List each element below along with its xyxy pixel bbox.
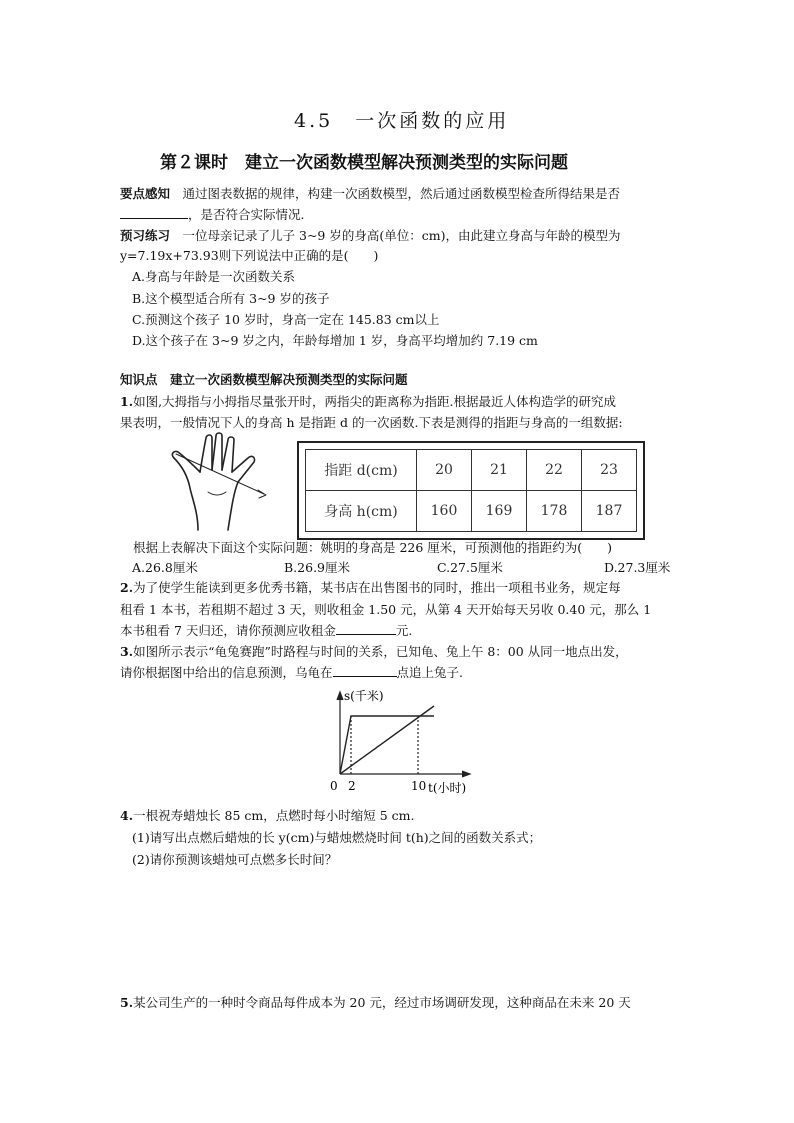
row-header-height: 身高 h(cm) <box>306 491 417 532</box>
hand-illustration <box>168 432 276 532</box>
graph-xlabel: t(小时) <box>428 781 467 795</box>
knowledge-text: 建立一次函数模型解决预测类型的实际问题 <box>170 372 408 387</box>
graph-tick-2: 2 <box>348 779 356 793</box>
q3-number: 3. <box>120 644 134 659</box>
knowledge-heading <box>120 370 408 388</box>
q1-option-b: B.26.9厘米 <box>284 560 350 575</box>
key-points-blank[interactable] <box>120 206 188 219</box>
key-points-label: 要点感知 <box>120 186 171 201</box>
q4-number: 4. <box>120 808 134 823</box>
preview-option-b: B.这个模型适合所有 3~9 岁的孩子 <box>132 291 330 306</box>
table-cell: 178 <box>527 491 582 532</box>
table-row <box>306 491 637 532</box>
preview-label: 预习练习 <box>120 228 171 243</box>
q1-line2: 果表明，一般情况下人的身高 h 是指距 d 的一次函数.下表是测得的指距与身高的一组数据: <box>120 415 623 430</box>
q5-line1 <box>120 993 631 1011</box>
q2-text3: 本书租看 7 天归还，请你预测应收租金 <box>120 623 336 638</box>
preview-text: 一位母亲记录了儿子 3~9 岁的身高(单位：cm)，由此建立身高与年龄的模型为 <box>182 228 621 243</box>
q3-text2: 请你根据图中给出的信息预测，乌龟在 <box>120 665 333 680</box>
graph-ylabel: s(千米) <box>344 689 384 703</box>
q2-suffix: 元. <box>395 623 413 638</box>
hare-line <box>340 716 434 774</box>
q4-sub2: (2)请你预测该蜡烛可点燃多长时间？ <box>132 852 338 867</box>
q3-line2 <box>120 663 463 681</box>
q3-answer-blank[interactable] <box>333 664 397 677</box>
q2-line3 <box>120 621 412 639</box>
q1-number: 1. <box>120 394 134 409</box>
q4-sub1: (1)请写出点燃后蜡烛的长 y(cm)与蜡烛燃烧时间 t(h)之间的函数关系式； <box>132 830 542 845</box>
q1-question: 根据上表解决下面这个实际问题：姚明的身高是 226 厘米，可预测他的指距约为( ) <box>133 540 613 555</box>
q2-line1 <box>120 578 621 596</box>
q1-option-d: D.27.3厘米 <box>604 560 671 575</box>
q4-text1: 一根祝寿蜡烛长 85 cm，点燃时每小时缩短 5 cm. <box>133 808 415 823</box>
q5-text1: 某公司生产的一种时令商品每件成本为 20 元，经过市场调研发现，这种商品在未来 20 天 <box>133 995 631 1010</box>
preview-option-c: C.预测这个孩子 10 岁时，身高一定在 145.83 cm以上 <box>132 312 440 327</box>
preview-line2: y=7.19x+73.93则下列说法中正确的是( ) <box>120 248 379 263</box>
q2-answer-blank[interactable] <box>336 622 396 635</box>
race-graph <box>318 686 478 798</box>
q3-line1 <box>120 642 628 660</box>
q3-text1: 如图所示表示“龟兔赛跑”时路程与时间的关系，已知龟、兔上午 8：00 从同一地点出发， <box>133 644 628 659</box>
q5-number: 5. <box>120 995 134 1010</box>
table-cell: 22 <box>527 450 582 491</box>
graph-origin: 0 <box>330 779 338 793</box>
key-points-line2 <box>120 205 304 223</box>
preview-option-a: A.身高与年龄是一次函数关系 <box>132 269 296 284</box>
table-cell: 160 <box>417 491 472 532</box>
x-axis-arrow <box>462 771 470 777</box>
q3-suffix: 点追上兔子. <box>396 665 463 680</box>
lesson-subtitle: 第２课时 建立一次函数模型解决预测类型的实际问题 <box>160 153 568 173</box>
row-header-span: 指距 d(cm) <box>306 450 417 491</box>
finger-span-inner-table <box>305 449 637 532</box>
page-title: 4.5 一次函数的应用 <box>294 110 510 132</box>
y-axis-arrow <box>337 692 343 700</box>
key-points-text: 通过图表数据的规律，构建一次函数模型，然后通过函数模型检查所得结果是否 <box>182 186 621 201</box>
table-cell: 169 <box>472 491 527 532</box>
finger-span-table <box>297 441 645 540</box>
q1-text1: 如图,大拇指与小拇指尽量张开时，两指尖的距离称为指距.根据最近人体构造学的研究成 <box>133 394 617 409</box>
table-cell: 21 <box>472 450 527 491</box>
preview-option-d: D.这个孩子在 3~9 岁之内，年龄每增加 1 岁，身高平均增加约 7.19 cm <box>132 333 538 348</box>
table-cell: 23 <box>582 450 637 491</box>
q1-option-c: C.27.5厘米 <box>437 560 503 575</box>
q2-text1: 为了使学生能读到更多优秀书籍，某书店在出售图书的同时，推出一项租书业务，规定每 <box>133 580 621 595</box>
q4-line1 <box>120 806 415 824</box>
key-points-suffix: ，是否符合实际情况. <box>188 207 305 222</box>
knowledge-label: 知识点 <box>120 372 158 387</box>
table-row <box>306 450 637 491</box>
q2-number: 2. <box>120 580 134 595</box>
table-cell: 20 <box>417 450 472 491</box>
preview-line1 <box>120 226 620 244</box>
q1-option-a: A.26.8厘米 <box>132 560 198 575</box>
q1-line1 <box>120 392 616 410</box>
key-points-line1 <box>120 184 620 202</box>
q2-line2: 租看 1 本书，若租期不超过 3 天，则收租金 1.50 元，从第 4 天开始每天另收 0.40 元，那么 1 <box>120 602 652 617</box>
graph-tick-10: 10 <box>411 779 427 793</box>
table-cell: 187 <box>582 491 637 532</box>
